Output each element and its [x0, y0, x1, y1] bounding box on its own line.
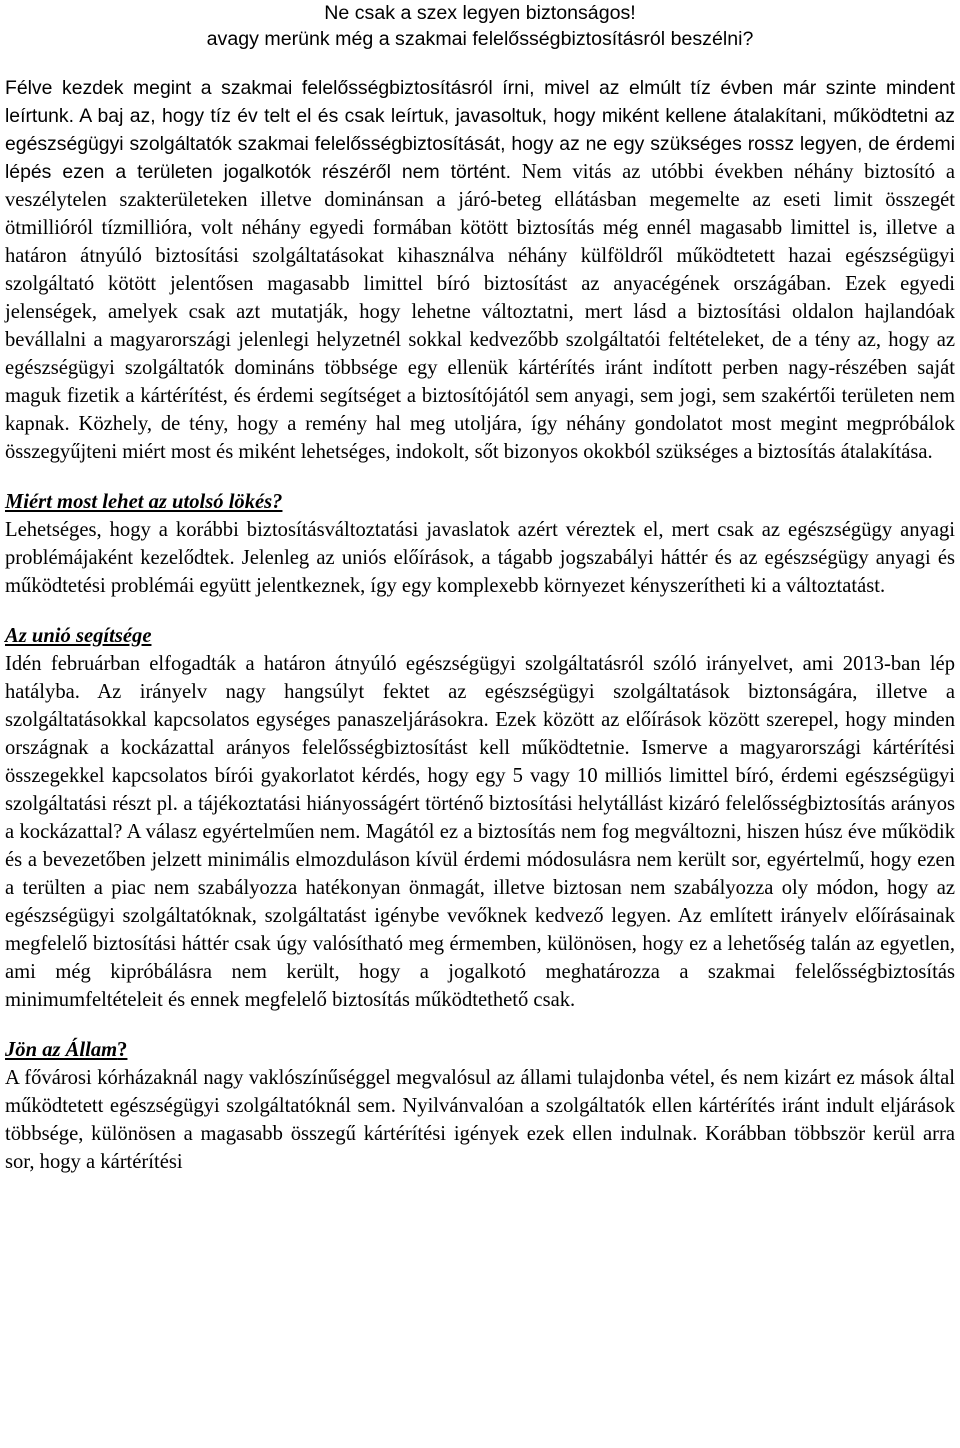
- section-why-now-body: Lehetséges, hogy a korábbi biztosításváltoztatási javaslatok azért véreztek el, mert csak az egészségügy anyagi problémájaként kezelődtek. Jelenleg az uniós előírások, a tágabb jogszabályi háttér és az egészségügy anyagi és működtetési problémái együtt jelentkeznek, így egy komplexebb környezet kényszerítheti ki a változtatást.: [5, 519, 955, 597]
- intro-sans-text-2: A baj az, hogy tíz év telt el és csak leírtuk, javasoltuk, hogy miként kellene átalakítani, működtetni az egészségügyi szolgáltatók szakmai felelősségbiztosítását, hogy az ne egy szükséges rossz legyen, de érdemi lépés ezen a területen jogalkotók részéről nem történt.: [5, 105, 955, 183]
- title-line-1: Ne csak a szex legyen biztonságos!: [324, 2, 636, 24]
- intro-paragraph: [5, 74, 955, 466]
- section-heading-state: [5, 1036, 955, 1064]
- section-state-body: A fővárosi kórházaknál nagy vaklószínűséggel megvalósul az állami tulajdonba vétel, és nem kizárt ez mások által működtetett egészségügyi szolgáltatóknál sem. Nyilvánvalóan a szolgáltatók ellen kártérítés iránt indult eljárások többsége, különösen a magasabb összegű kártérítési igények ezek ellen indulnak. Korábban többször kerül arra sor, hogy a kártérítési: [5, 1067, 955, 1173]
- section-heading-why-now: Miért most lehet az utolsó lökés?: [5, 491, 283, 513]
- spacer: [5, 52, 955, 74]
- spacer: [5, 600, 955, 622]
- section-heading-union: Az unió segítsége: [5, 625, 152, 647]
- section-heading-state-italic: Jön az Állam: [5, 1039, 118, 1061]
- document-title: [5, 0, 955, 52]
- section-union-body: Idén februárban elfogadták a határon átnyúló egészségügyi szolgáltatásról szóló irányelvet, ami 2013-ban lép hatályba. Az irányelv nagy hangsúlyt fektet az egészségügyi szolgáltatások biztonságára, illetve a szolgáltatásokkal kapcsolatos egységes panaszeljárásokra. Ezek között az előírások között szerepel, hogy minden országnak a kockázattal arányos felelősségbiztosítást kell működtetnie. Ismerve a magyarországi kártérítési összegekkel kapcsolatos bírói gyakorlatot kérdés, hogy egy 5 vagy 10 milliós limittel bíró, érdemi egészségügyi szolgáltatási részt pl. a tájékoztatási hiányosságért történő biztosítási helytállást kizáró felelősségbiztosítás arányos a kockázattal? A válasz egyértelműen nem. Magától ez a biztosítás nem fog megváltozni, hiszen húsz éve működik és a bevezetőben jelzett minimális elmozduláson kívül érdemi módosulásra nem került sor, egyértelmű, hogy ezen a terülten a piac nem szabályozza hatékonyan önmagát, illetve biztosan nem szabályozza oly módon, hogy az egészségügyi szolgáltatóknak, szolgáltatást igénybe vevőknek kedvező legyen. Az említett irányelv előírásainak megfelelő biztosítási háttér csak úgy valósítható meg érmemben, különösen, hogy ez a lehetőség talán az egyetlen, ami még kipróbálásra nem került, hogy a jogalkotó meghatározza a szakmai felelősségbiztosítás minimumfeltételeit és ennek megfelelő biztosítás működtethető csak.: [5, 653, 955, 1011]
- document-page: [5, 0, 955, 1176]
- intro-sans-text: Félve kezdek megint a szakmai felelősségbiztosításról írni, mivel az elmúlt tíz évben már szinte mindent leírtunk.: [5, 77, 955, 127]
- spacer: [5, 1014, 955, 1036]
- section-heading-state-tail: ?: [117, 1039, 128, 1061]
- spacer: [5, 466, 955, 488]
- title-line-2: avagy merünk még a szakmai felelősségbiztosításról beszélni?: [206, 28, 754, 50]
- intro-serif-text: Nem vitás az utóbbi években néhány biztosító a veszélytelen szakterületeken illetve dominánsan a járó-beteg ellátásban megemelte az eseti limit összegét ötmillióról tízmillióra, volt néhány egyedi formában kötött biztosítás még ennél magasabb limittel is, illetve a határon átnyúló biztosítási szolgáltatásokat kihasználva néhány külföldről működtetett hazai egészségügyi szolgáltató kötött jelentősen magasabb limittel bíró biztosítást az anyacégének országában. Ezek egyedi jelenségek, amelyek csak azt mutatják, hogy lehetne változtatni, mert lásd a biztosítási oldalon hajlandóak bevállalni a magyarországi jelenlegi helyzetnél sokkal kedvezőbb szolgáltatói feltételeket, de a tény az, hogy az egészségügyi szolgáltatók domináns többsége egy ellenük kártérítés iránt indított perben nagy-részében saját maguk fizetik a kártérítést, és érdemi segítséget a biztosítójától sem anyagi, sem jogi, sem szakértői területen nem kapnak. Közhely, de tény, hogy a remény hal meg utoljára, így néhány gondolatot most megint megpróbálok összegyűjteni miért most és miként lehetséges, indokolt, sőt bizonyos okokból szükséges a biztosítás átalakítása.: [5, 161, 955, 463]
